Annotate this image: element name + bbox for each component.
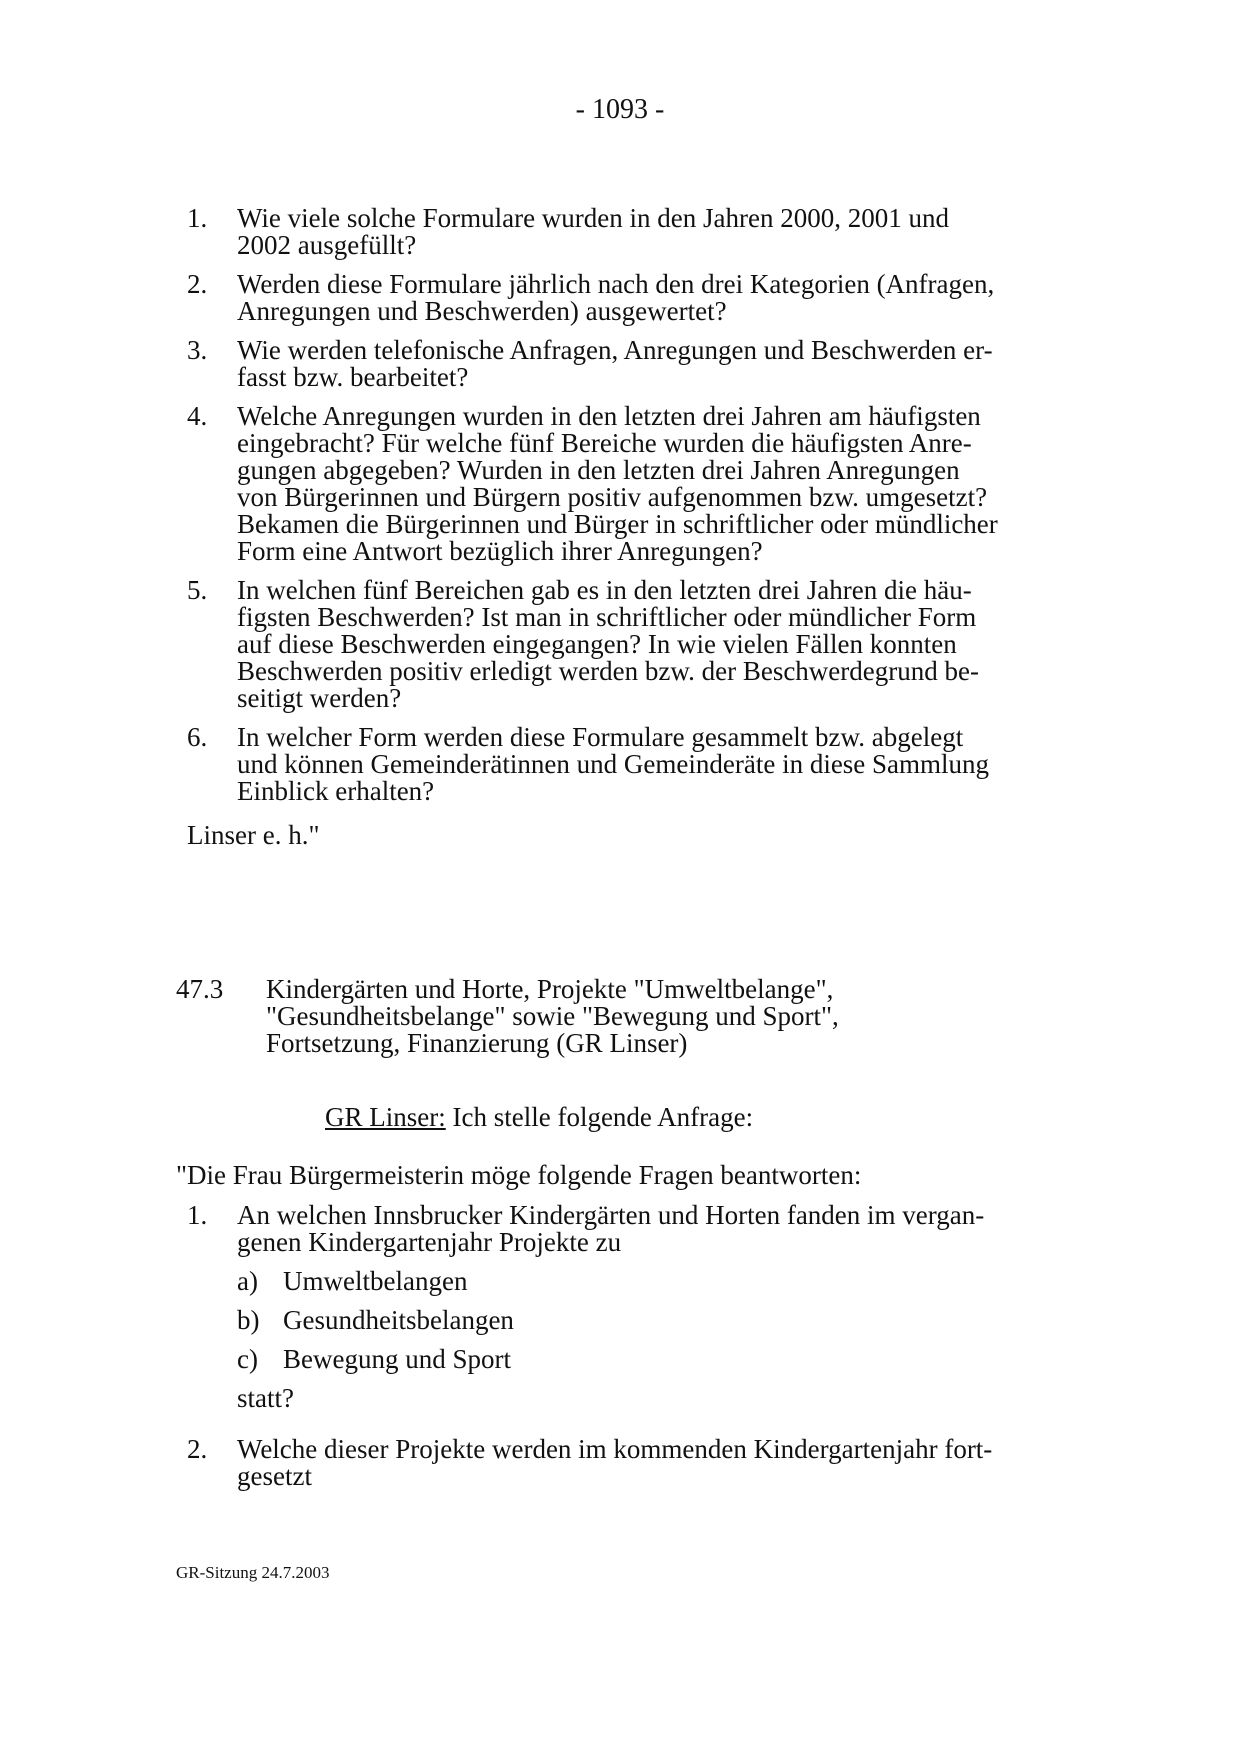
text-line: fasst bzw. bearbeitet? <box>237 362 469 392</box>
text-line: Wie viele solche Formulare wurden in den Jahren 2000, 2001 und <box>237 203 949 233</box>
sub-item <box>237 1346 1075 1373</box>
list-number: 6. <box>187 722 208 752</box>
list-item <box>175 403 1075 565</box>
list-item <box>175 337 1075 391</box>
list-text <box>237 271 1075 325</box>
list-item <box>175 577 1075 712</box>
text-line: In welcher Form werden diese Formulare gesammelt bzw. abgelegt <box>237 722 964 752</box>
text-line: Anregungen und Beschwerden) ausgewertet? <box>237 296 727 326</box>
list-number: 3. <box>187 335 208 365</box>
list-item <box>175 1202 1075 1424</box>
text-line: Form eine Antwort bezüglich ihrer Anregungen? <box>237 536 763 566</box>
text-line: gesetzt <box>237 1461 312 1491</box>
agenda-title-line: Kindergärten und Horte, Projekte "Umweltbelange", <box>266 974 834 1004</box>
text-line: auf diese Beschwerden eingegangen? In wie vielen Fällen konnten <box>237 629 957 659</box>
list-number: 1. <box>187 1200 208 1230</box>
agenda-title <box>266 976 966 1057</box>
list-item <box>175 271 1075 325</box>
list-number: 5. <box>187 575 208 605</box>
text-line: Werden diese Formulare jährlich nach den drei Kategorien (Anfragen, <box>237 269 995 299</box>
quote-start: "Die Frau Bürgermeisterin möge folgende Fragen beantworten: <box>176 1160 862 1190</box>
text-line: und können Gemeinderätinnen und Gemeinderäte in diese Sammlung <box>237 749 990 779</box>
list-number: 4. <box>187 401 208 431</box>
text-line: von Bürgerinnen und Bürgern positiv aufgenommen bzw. umgesetzt? <box>237 482 988 512</box>
text-line: seitigt werden? <box>237 683 402 713</box>
text-line: 2002 ausgefüllt? <box>237 230 417 260</box>
list-number: 2. <box>187 1434 208 1464</box>
sub-item <box>237 1268 1075 1295</box>
agenda-title-line: "Gesundheitsbelange" sowie "Bewegung und Sport", <box>266 1001 839 1031</box>
question-list-2 <box>175 1202 1075 1502</box>
sub-text: Bewegung und Sport <box>283 1344 511 1374</box>
signature: Linser e. h." <box>187 820 320 850</box>
list-text <box>237 337 1075 391</box>
text-line: An welchen Innsbrucker Kindergärten und Horten fanden im vergan- <box>237 1200 985 1230</box>
list-item <box>175 1436 1075 1490</box>
list-text <box>237 724 1075 805</box>
text-line: Wie werden telefonische Anfragen, Anregungen und Beschwerden er- <box>237 335 993 365</box>
page-number: - 1093 - <box>575 94 665 125</box>
speaker-name: GR Linser: <box>325 1102 446 1132</box>
agenda-number: 47.3 <box>176 974 224 1004</box>
sub-label: c) <box>237 1344 258 1374</box>
list-text <box>237 1202 1075 1424</box>
text-line: Einblick erhalten? <box>237 776 435 806</box>
sub-text: Umweltbelangen <box>283 1266 468 1296</box>
list-number: 2. <box>187 269 208 299</box>
sub-list-closing: statt? <box>237 1383 294 1413</box>
text-line: eingebracht? Für welche fünf Bereiche wurden die häufigsten Anre- <box>237 428 972 458</box>
agenda-title-line: Fortsetzung, Finanzierung (GR Linser) <box>266 1028 688 1058</box>
question-list <box>175 205 1075 817</box>
footer: GR-Sitzung 24.7.2003 <box>176 1563 330 1582</box>
sub-text: Gesundheitsbelangen <box>283 1305 514 1335</box>
list-number: 1. <box>187 203 208 233</box>
text-line: Bekamen die Bürgerinnen und Bürger in schriftlicher oder mündlicher <box>237 509 998 539</box>
text-line: figsten Beschwerden? Ist man in schriftlicher oder mündlicher Form <box>237 602 977 632</box>
text-line: Beschwerden positiv erledigt werden bzw. der Beschwerdegrund be- <box>237 656 979 686</box>
sub-label: b) <box>237 1305 260 1335</box>
text-line: Welche dieser Projekte werden im kommenden Kindergartenjahr fort- <box>237 1434 993 1464</box>
text-line: genen Kindergartenjahr Projekte zu <box>237 1227 622 1257</box>
list-text <box>237 1436 1075 1490</box>
text-line: gungen abgegeben? Wurden in den letzten drei Jahren Anregungen <box>237 455 960 485</box>
list-item <box>175 205 1075 259</box>
text-line: In welchen fünf Bereichen gab es in den letzten drei Jahren die häu- <box>237 575 972 605</box>
sub-label: a) <box>237 1266 258 1296</box>
sub-item <box>237 1307 1075 1334</box>
intro-text: Ich stelle folgende Anfrage: <box>445 1102 754 1132</box>
sub-list <box>237 1268 1075 1373</box>
list-item <box>175 724 1075 805</box>
text-line: Welche Anregungen wurden in den letzten drei Jahren am häufigsten <box>237 401 981 431</box>
intro-line <box>325 1104 753 1131</box>
list-text <box>237 403 1075 565</box>
list-text <box>237 205 1075 259</box>
list-text <box>237 577 1075 712</box>
